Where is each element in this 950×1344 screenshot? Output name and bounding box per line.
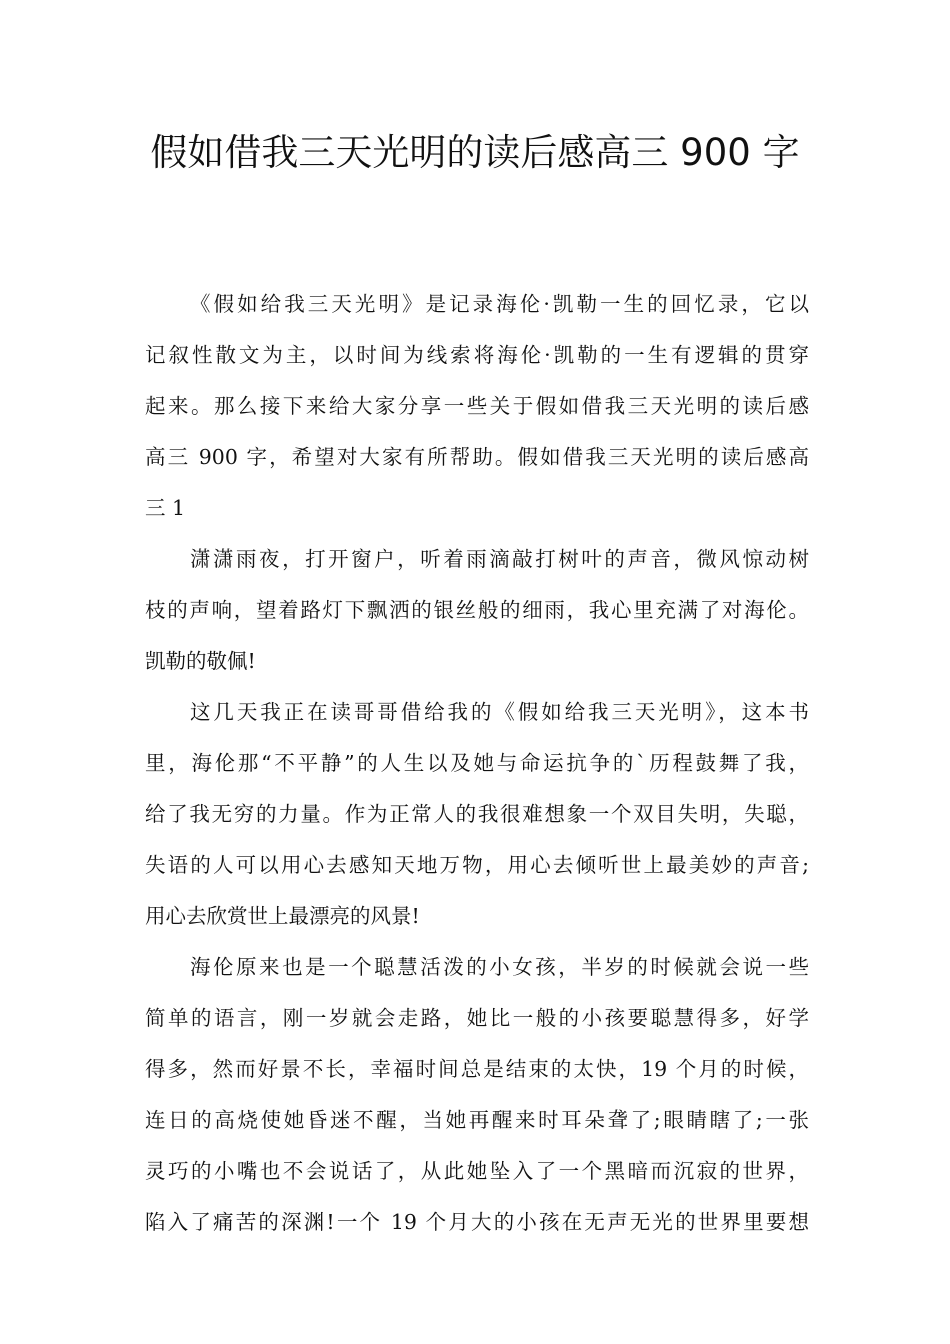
text-line: 记叙性散文为主，以时间为线索将海伦·凯勒的一生有逻辑的贯穿 <box>145 343 809 367</box>
text-line: 简单的语言，刚一岁就会走路，她比一般的小孩要聪慧得多，好学 <box>145 1006 809 1030</box>
text-line: 用心去欣赏世上最漂亮的风景! <box>145 904 420 928</box>
text-line: 凯勒的敬佩! <box>145 649 256 673</box>
paragraph <box>145 687 809 942</box>
document-title: 假如借我三天光明的读后感高三 900 字 <box>150 131 800 174</box>
text-line: 给了我无穷的力量。作为正常人的我很难想象一个双目失明，失聪， <box>145 802 809 826</box>
paragraph <box>145 279 809 534</box>
text-line: 得多，然而好景不长，幸福时间总是结束的太快，19 个月的时候， <box>145 1057 809 1081</box>
text-line: 高三 900 字，希望对大家有所帮助。假如借我三天光明的读后感高 <box>145 445 809 469</box>
text-line: 失语的人可以用心去感知天地万物，用心去倾听世上最美妙的声音; <box>145 853 809 877</box>
text-line: 起来。那么接下来给大家分享一些关于假如借我三天光明的读后感 <box>145 394 809 418</box>
paragraph <box>145 534 809 687</box>
text-line: 陷入了痛苦的深渊!一个 19 个月大的小孩在无声无光的世界里要想 <box>145 1210 809 1234</box>
text-line: 潇潇雨夜，打开窗户，听着雨滴敲打树叶的声音，微风惊动树 <box>190 547 809 571</box>
text-line: 三 1 <box>145 496 186 520</box>
text-line: 枝的声响，望着路灯下飘洒的银丝般的细雨，我心里充满了对海伦。 <box>145 598 809 622</box>
paragraph <box>145 942 809 1248</box>
document-body <box>145 279 809 1248</box>
text-line: 灵巧的小嘴也不会说话了，从此她坠入了一个黑暗而沉寂的世界， <box>145 1159 809 1183</box>
text-line: 里，海伦那“不平静”的人生以及她与命运抗争的`历程鼓舞了我， <box>145 751 809 775</box>
text-line: 这几天我正在读哥哥借给我的《假如给我三天光明》，这本书 <box>190 700 809 724</box>
text-line: 《假如给我三天光明》是记录海伦·凯勒一生的回忆录，它以 <box>190 292 809 316</box>
text-line: 海伦原来也是一个聪慧活泼的小女孩，半岁的时候就会说一些 <box>190 955 809 979</box>
text-line: 连日的高烧使她昏迷不醒，当她再醒来时耳朵聋了;眼睛瞎了;一张 <box>145 1108 809 1132</box>
